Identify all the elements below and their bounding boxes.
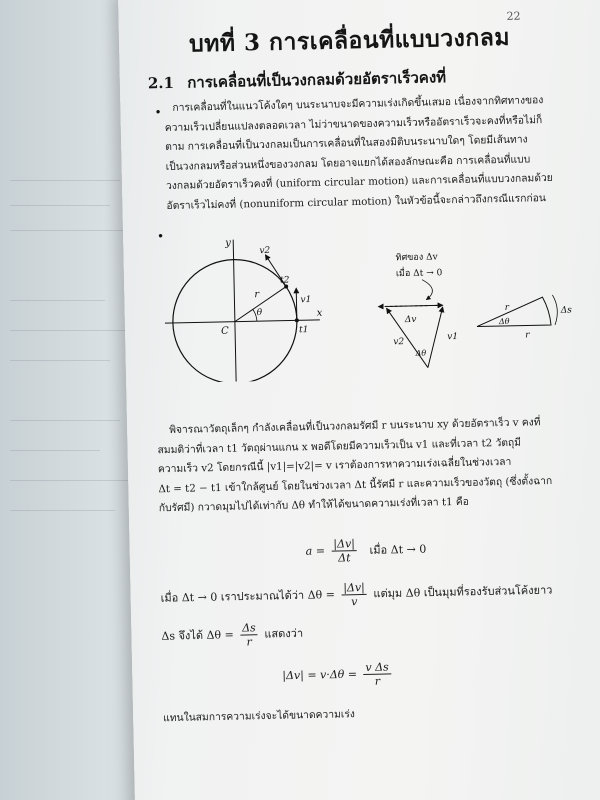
dtheta-triangle-label: Δθ: [415, 348, 427, 358]
bullet-marker: •: [156, 229, 165, 244]
sector-radius-label: r: [504, 302, 510, 313]
eq1-condition: เมื่อ Δt → 0: [369, 542, 427, 557]
eq1-fraction: [331, 537, 357, 565]
ds-fraction: [240, 621, 258, 648]
faint-line: [10, 450, 100, 451]
faint-line: [10, 420, 120, 421]
y-axis-label: y: [225, 237, 232, 249]
eq1-numerator: |Δv|: [331, 537, 357, 552]
sector-dtheta-label: Δθ: [498, 316, 510, 327]
book-page: [118, 0, 600, 800]
dv-label: Δv: [404, 314, 417, 326]
eq1-lhs: a =: [305, 544, 326, 558]
faint-line: [10, 205, 110, 206]
text-line: อัตราเร็วไม่คงที่ (nonuniform circular motion) ในหัวข้อนี้จะกล่าวถึงกรณีแรกก่อน: [166, 191, 546, 212]
eq1-denominator: Δt: [338, 551, 351, 565]
text-line: พิจารณาวัตถุเล็กๆ กำลังเคลื่อนที่เป็นวงกลมรัศมี r บนระนาบ xy ด้วยอัตราเร็ว v คงที่: [169, 416, 541, 437]
text-line: ความเร็วเปลี่ยนแปลงตลอดเวลา ไม่ว่าขนาดของความเร็วหรืออัตราเร็วจะคงที่หรือไม่ก็: [164, 113, 543, 134]
page-number: 22: [506, 9, 521, 23]
faint-line: [10, 230, 130, 231]
bullet-marker: •: [154, 105, 162, 120]
text-line: วงกลมด้วยอัตราเร็วคงที่ (uniform circular motion) และการเคลื่อนที่แบบวงกลมด้วย: [165, 171, 553, 193]
section-number: 2.1: [147, 73, 175, 93]
fraction-numerator: |Δv|: [341, 581, 367, 596]
fraction-denominator: r: [246, 635, 253, 649]
v1-label: v1: [300, 295, 312, 306]
faint-line: [10, 480, 130, 481]
text-line: ความเร็ว v2 โดยกรณีนี้ |v1|=|v2|= v เราต้องการหาความเร่งเฉลี่ยในช่วงเวลา: [157, 455, 512, 476]
text-line: กับรัศมี) กวาดมุมไปได้เท่ากับ Δθ ทำให้ได้ขนาดความเร่งที่เวลา t1 คือ: [158, 495, 470, 515]
velocity-v2-arrow: [265, 255, 286, 287]
text-line: ตาม การเคลื่อนที่เป็นวงกลมเป็นการเคลื่อนที่ในสองมิติบนระนาบใดๆ โดยมีเส้นทาง: [165, 133, 528, 154]
faint-line: [10, 360, 110, 361]
faint-line: [10, 330, 125, 331]
chapter-title: บทที่ 3 การเคลื่อนที่แบบวงกลม: [188, 23, 511, 58]
faint-line: [10, 510, 115, 511]
text-line: เป็นวงกลมหรือส่วนหนึ่งของวงกลม โดยอาจแยกได้สองลักษณะคือ การเคลื่อนที่แบบ: [165, 152, 531, 173]
theta-label: θ: [256, 308, 263, 319]
body-paragraph: [157, 413, 553, 519]
text-line: การเคลื่อนที่ในแนวโค้งใดๆ บนระนาบจะมีความเร่งเกิดขึ้นเสมอ เนื่องจากทิศทางของ: [172, 94, 544, 114]
limit-note: เมื่อ Δt → 0: [395, 268, 443, 280]
center-label: C: [220, 325, 229, 337]
faint-line: [10, 180, 120, 181]
arc-brace: [552, 295, 557, 325]
text-line: สมมติว่าที่เวลา t1 วัตถุผ่านแกน x พอดีโดยมีความเร็วเป็น v1 และที่เวลา t2 วัตถุมี: [157, 436, 522, 456]
v1-triangle-label: v1: [447, 331, 459, 343]
section-heading: [148, 65, 447, 95]
x-axis-label: x: [316, 307, 323, 319]
faint-line: [10, 300, 105, 301]
eq2-fraction: [363, 660, 391, 688]
eq2-denominator: r: [374, 674, 381, 688]
y-axis: [233, 240, 236, 382]
v2-label: v2: [259, 245, 271, 257]
note-pointer: [422, 279, 433, 299]
fraction-denominator: v: [351, 595, 358, 609]
velocity-v1-arrow: [296, 288, 297, 320]
sector-radius-label-2: r: [525, 330, 530, 341]
line-text: แต่มุม Δθ เป็นมุมที่รองรับส่วนโค้งยาว: [373, 583, 553, 601]
ds-label: Δs: [560, 305, 572, 316]
dv-vector: [387, 305, 443, 306]
last-line: แทนในสมการความเร่งจะได้ขนาดความเร่ง: [163, 708, 356, 725]
dtheta-fraction: [341, 581, 367, 609]
line-text: Δs จึงได้ Δθ =: [161, 628, 234, 643]
section-title: การเคลื่อนที่เป็นวงกลมด้วยอัตราเร็วคงที่: [187, 68, 447, 92]
line-text: เมื่อ Δt → 0 เราประมาณได้ว่า Δθ =: [160, 588, 336, 605]
t1-label: t1: [298, 325, 309, 336]
eq2-numerator: v Δs: [363, 660, 391, 675]
v1-triangle-arrow: [427, 307, 444, 367]
text-line: Δt = t2 − t1 เข้าใกล้ศูนย์ โดยในช่วงเวลา Δt นี้รัศมี r และความเร็วของวัตถุ (ซึ่งตั้งฉาก: [158, 474, 553, 495]
approximation-line: [160, 577, 552, 612]
equation-acceleration: [305, 536, 426, 566]
eq2-lhs: |Δv| = v·Δθ =: [282, 667, 358, 683]
v2-triangle-label: v2: [393, 337, 405, 348]
equation-dv: [282, 660, 394, 689]
arc-relation-line: [161, 620, 303, 650]
radius-label: r: [254, 289, 260, 301]
intro-paragraph: [164, 91, 553, 216]
t2-label: t2: [279, 275, 290, 286]
direction-note: ทิศของ Δv: [395, 252, 438, 264]
fraction-numerator: Δs: [240, 621, 258, 635]
line-text: แสดงว่า: [264, 626, 304, 641]
circular-motion-diagram: [163, 224, 586, 383]
sector-shape: [476, 297, 551, 327]
